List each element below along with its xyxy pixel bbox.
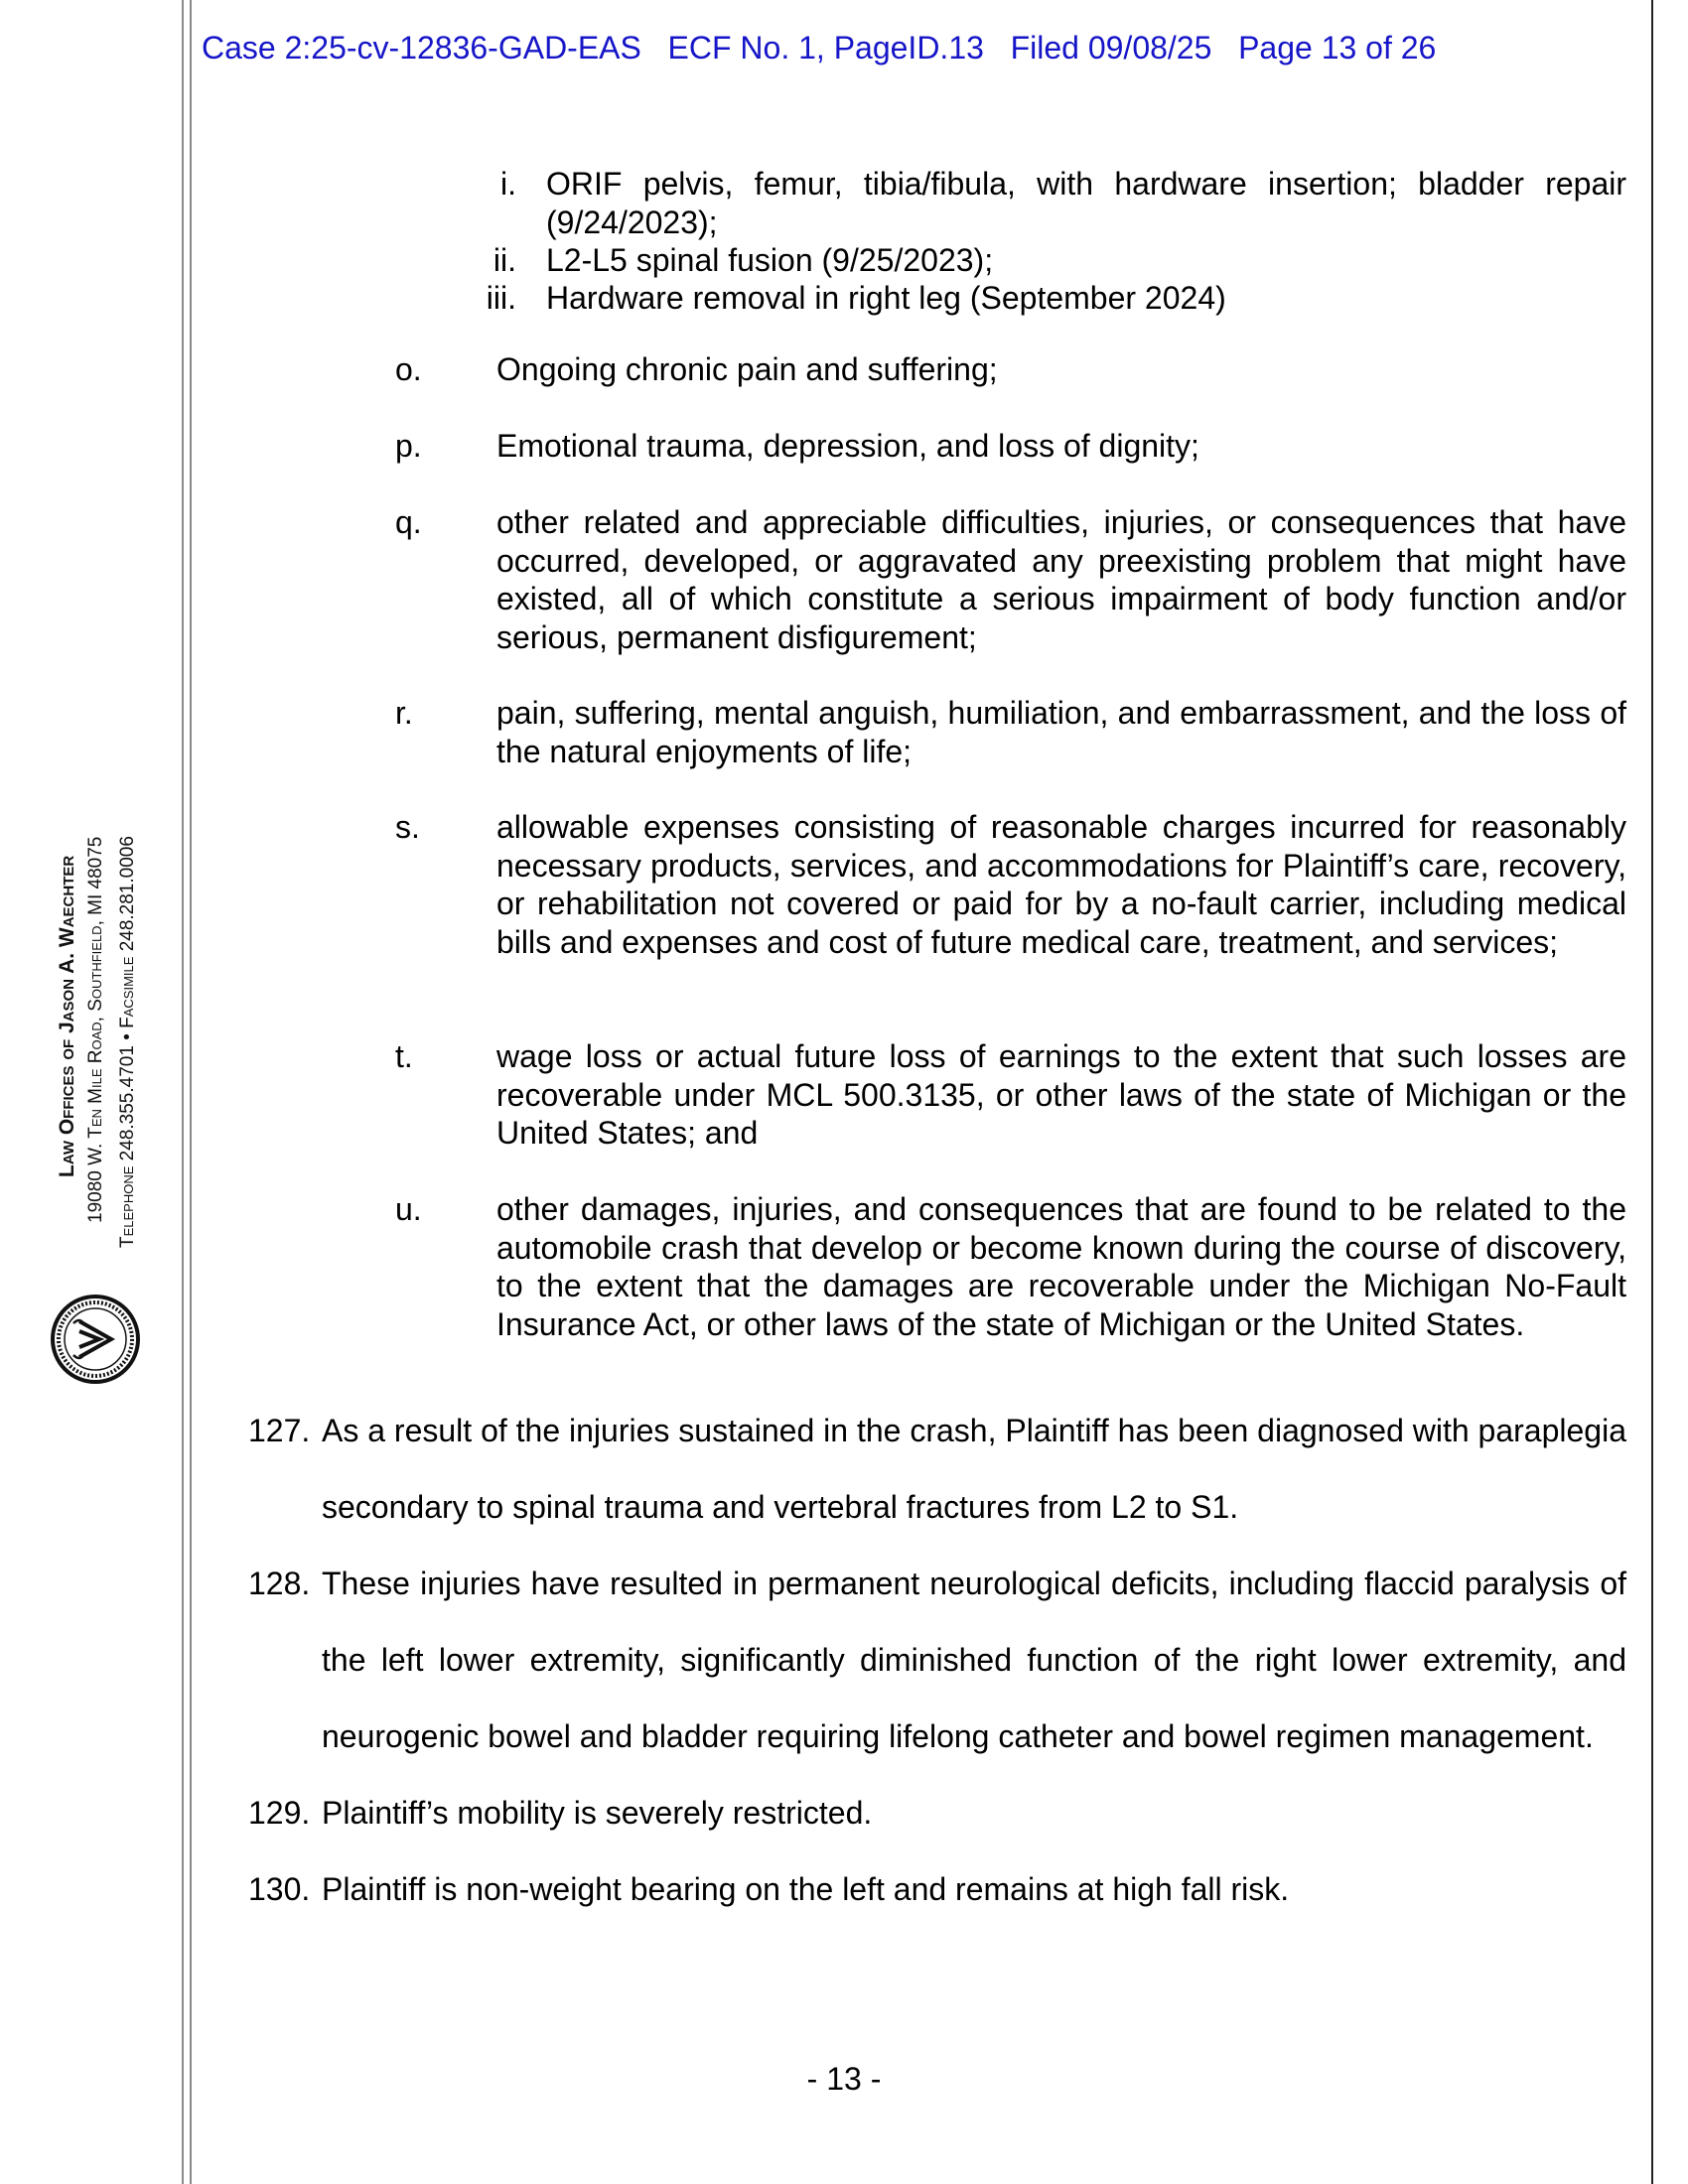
ecf-case-header: Case 2:25-cv-12836-GAD-EAS ECF No. 1, PageID.13 Filed 09/08/25 Page 13 of 26 [202, 30, 1437, 66]
item-label: r. [395, 695, 413, 731]
item-text: Emotional trauma, depression, and loss of dignity; [496, 428, 1199, 464]
paragraph-text: Plaintiff is non-weight bearing on the left and remains at high fall risk. [322, 1871, 1290, 1907]
item-text: wage loss or actual future loss of earnings to the extent that such losses are recoverable under MCL 500.3135, or other laws of the state of Michigan or the United States; and [496, 1038, 1626, 1151]
item-label: q. [395, 504, 422, 540]
list-item [395, 808, 1626, 961]
list-item [395, 503, 1626, 656]
list-item [395, 694, 1626, 770]
item-text: other related and appreciable difficulties, injuries, or consequences that have occurred, developed, or aggravated any preexisting problem that might have existed, all of which constitute a serious impairment of body function and/or serious, permanent disfigurement; [496, 504, 1626, 655]
paragraph-number: 129. [248, 1795, 311, 1831]
paragraph-number: 128. [248, 1566, 311, 1601]
left-margin-line-inner [190, 0, 192, 2184]
list-item [395, 427, 1626, 466]
item-label: s. [395, 809, 420, 845]
item-label: o. [395, 351, 422, 387]
list-item [395, 350, 1626, 389]
item-label: p. [395, 428, 422, 464]
item-text: ORIF pelvis, femur, tibia/fibula, with hardware insertion; bladder repair (9/24/2023); [546, 166, 1626, 240]
paragraph-number: 127. [248, 1413, 311, 1448]
item-text: L2-L5 spinal fusion (9/25/2023); [546, 242, 994, 278]
item-text: allowable expenses consisting of reasonable charges incurred for reasonably necessary products, services, and accommodations for Plaintiff’s care, recovery, or rehabilitation not covered or paid for by a no-fault carrier, including medical bills and expenses and cost of future medical care, treatment, and services; [496, 809, 1626, 960]
list-item [437, 279, 1626, 318]
list-item [437, 165, 1626, 241]
item-text: Hardware removal in right leg (September 2024) [546, 280, 1226, 316]
firm-contact: Telephone 248.355.4701 • Facsimile 248.281.0006 [117, 836, 138, 1248]
item-number: iii. [486, 280, 516, 316]
item-text: pain, suffering, mental anguish, humiliation, and embarrassment, and the loss of the natural enjoyments of life; [496, 695, 1626, 769]
paragraph-text: As a result of the injuries sustained in the crash, Plaintiff has been diagnosed with paraplegia secondary to spinal trauma and vertebral fractures from L2 to S1. [322, 1413, 1626, 1525]
numbered-paragraph [248, 1851, 1626, 1928]
item-text: other damages, injuries, and consequences that are found to be related to the automobile crash that develop or become known during the course of discovery, to the extent that the damages are recoverable under the Michigan No-Fault Insurance Act, or other laws of the state of Michigan or the United States. [496, 1191, 1626, 1342]
list-item [395, 1190, 1626, 1343]
firm-name: Law Offices of Jason A. Waechter [56, 855, 78, 1177]
list-item [395, 1037, 1626, 1153]
list-item [437, 241, 1626, 280]
item-label: t. [395, 1038, 413, 1074]
firm-address: 19080 W. Ten Mile Road, Southfield, MI 48075 [85, 836, 106, 1223]
right-margin-line [1651, 0, 1653, 2184]
left-margin-line-outer [182, 0, 184, 2184]
item-text: Ongoing chronic pain and suffering; [496, 351, 998, 387]
numbered-paragraph [248, 1775, 1626, 1851]
item-label: u. [395, 1191, 422, 1227]
numbered-paragraph [248, 1546, 1626, 1775]
paragraph-number: 130. [248, 1871, 311, 1907]
item-number: ii. [492, 242, 516, 278]
law-firm-seal-icon [50, 1294, 141, 1385]
item-number: i. [500, 166, 516, 202]
numbered-paragraph [248, 1393, 1626, 1546]
paragraph-text: These injuries have resulted in permanent neurological deficits, including flaccid paralysis of the left lower extremity, significantly diminished function of the right lower extremity, and neurogenic bowel and bladder requiring lifelong catheter and bowel regimen management. [322, 1566, 1626, 1754]
paragraph-text: Plaintiff’s mobility is severely restricted. [322, 1795, 873, 1831]
page-number: - 13 - [806, 2061, 882, 2097]
